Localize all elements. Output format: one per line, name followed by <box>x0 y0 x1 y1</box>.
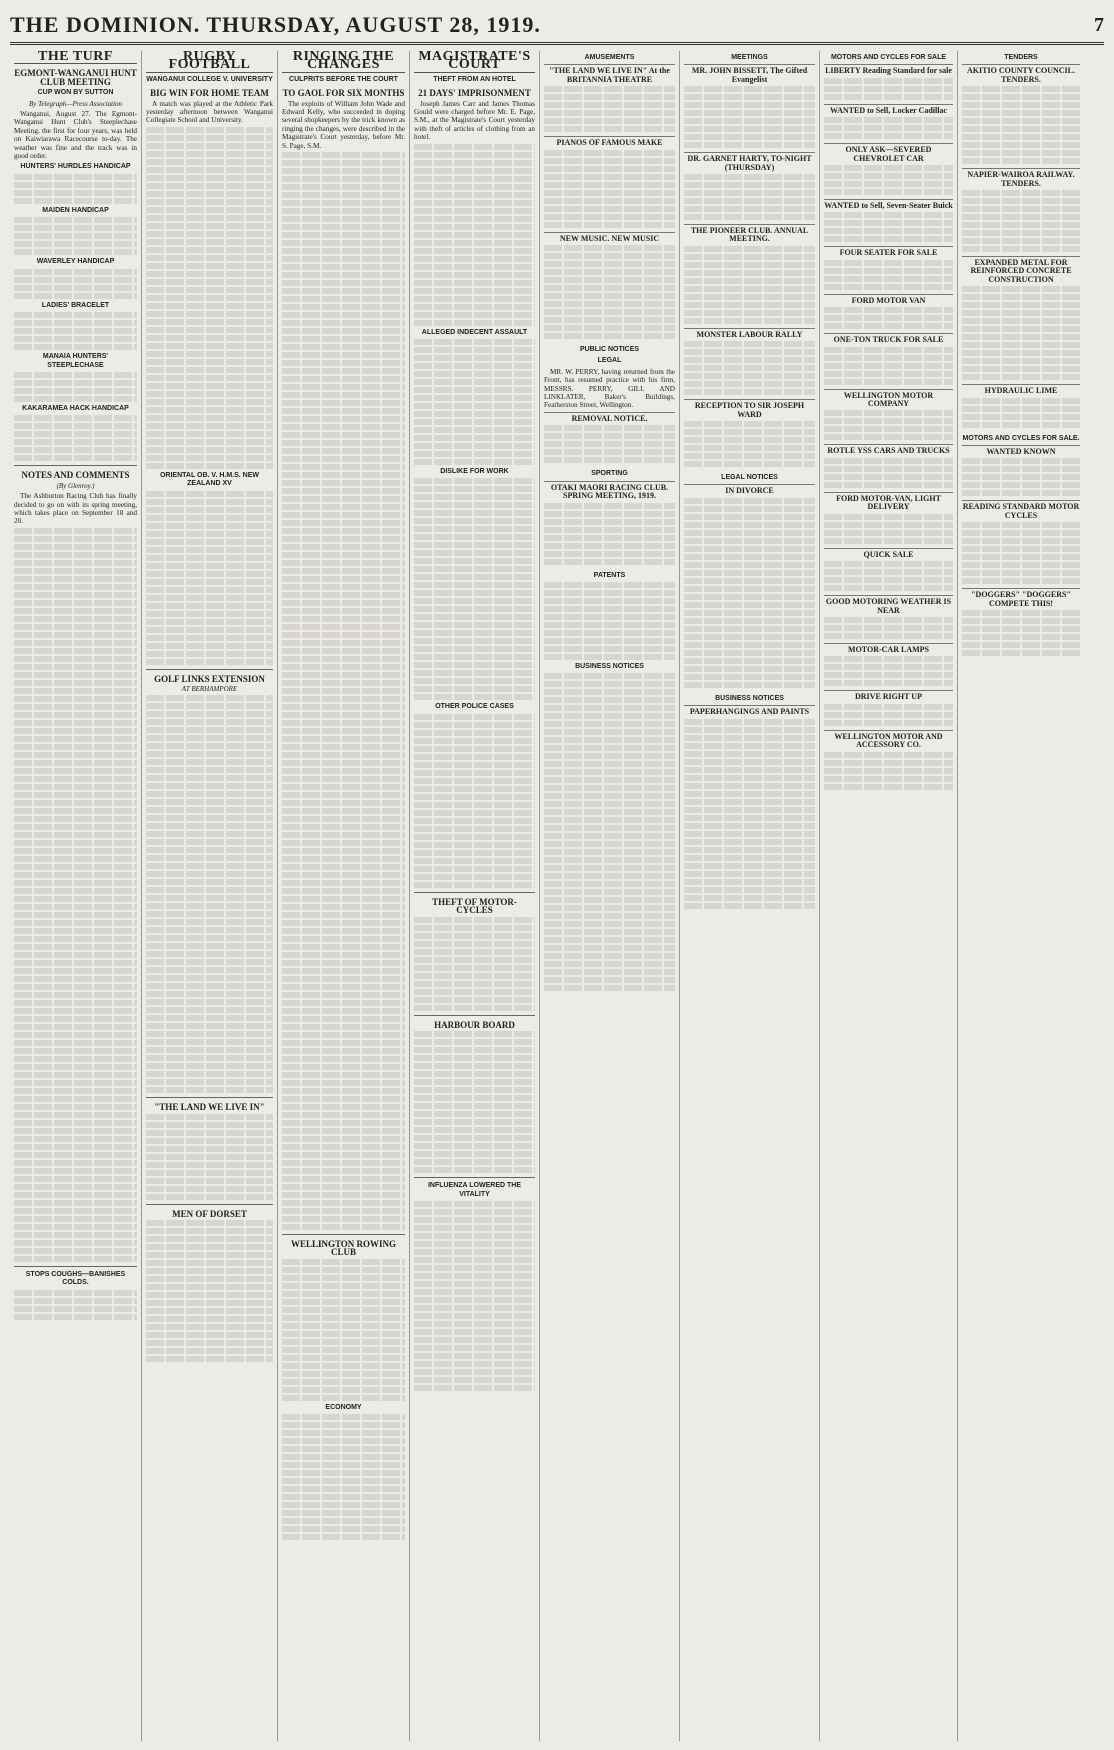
ad-land: "THE LAND WE LIVE IN" At the BRITANNIA THEATRE <box>544 64 675 136</box>
columns <box>10 51 1104 1741</box>
motors-heading: MOTORS AND CYCLES FOR SALE <box>830 54 947 61</box>
ad-music: NEW MUSIC. NEW MUSIC <box>544 232 675 343</box>
motor-ad-6: FORD MOTOR VAN <box>824 294 953 333</box>
rugby-oriental: ORIENTAL OB. V. H.M.S. NEW ZEALAND XV <box>159 471 260 488</box>
column-meetings <box>680 51 820 1741</box>
legal-notices-heading: LEGAL NOTICES <box>721 474 778 482</box>
race-2: MAIDEN HANDICAP <box>42 206 109 214</box>
motor-ad-13: MOTOR-CAR LAMPS <box>824 643 953 690</box>
ad-pianos: PIANOS OF FAMOUS MAKE <box>544 136 675 231</box>
assault-heading: ALLEGED INDECENT ASSAULT <box>421 328 528 336</box>
motor-ad-2: WANTED to Sell, Locker Cadillac <box>824 104 953 143</box>
reading-standard: READING STANDARD MOTOR CYCLES <box>962 500 1080 588</box>
court-para1: Joseph James Carr and James Thomas Gould were charged before Mr. E. Page, S.M., at the Magistrate's Court yesterday with theft of articles of clothing from an hotel. <box>414 99 535 142</box>
golf-sub: AT BERHAMPORE <box>181 685 238 694</box>
rugby-sub2: BIG WIN FOR HOME TEAM <box>150 88 269 99</box>
race-3: WAVERLEY HANDICAP <box>36 258 115 266</box>
dorset-heading: MEN OF DORSET <box>172 1208 247 1219</box>
public-notices-heading: PUBLIC NOTICES <box>579 346 640 354</box>
motor-ad-4: WANTED to Sell, Seven-Seater Buick <box>824 199 953 246</box>
wanted-known: WANTED KNOWN <box>962 445 1080 500</box>
rugby-heading: RUGBY FOOTBALL <box>146 53 273 73</box>
turf-sub1: EGMONT-WANGANUI HUNT CLUB MEETING <box>14 68 137 87</box>
ringing-heading: RINGING THE CHANGES <box>282 53 405 73</box>
race-5: MANAIA HUNTERS' STEEPLECHASE <box>42 353 109 369</box>
turf-byline: By Telegraph—Press Association <box>28 99 123 108</box>
turf-para1: Wanganui, August 27. The Egmont-Wanganui Hunt Club's Steeplechase Meeting, the first for four years, was held on Kaiwiarawa Racecourse to-day. The weather was fine and the track was in good order. <box>14 110 137 161</box>
turf-sub2: CUP WON BY SUTTON <box>37 89 114 97</box>
court-heading: MAGISTRATE'S COURT <box>414 53 535 73</box>
column-turf <box>10 51 142 1741</box>
business-notices-heading-2: BUSINESS NOTICES <box>715 694 784 702</box>
motor-ad-12: GOOD MOTORING WEATHER IS NEAR <box>824 595 953 643</box>
motor-ad-8: WELLINGTON MOTOR COMPANY <box>824 389 953 445</box>
rowing-heading: WELLINGTON ROWING CLUB <box>290 1239 397 1258</box>
meetings-heading: MEETINGS <box>731 54 768 61</box>
meeting-pioneer: THE PIONEER CLUB. ANNUAL MEETING. <box>684 224 815 328</box>
legal-perry: MR. W. PERRY, having returned from the Front, has resumed practice with his firm, MESSRS. PERRY, GILL AND LINKLATER, Baker's Buildings, Featherston Street, Wellington. <box>544 367 675 410</box>
notes-para: The Ashburton Racing Club has finally decided to go on with its spring meeting, which takes place on September 18 and 20. <box>14 492 137 526</box>
paperhangings: PAPERHANGINGS AND PAINTS <box>684 705 815 912</box>
column-tenders <box>958 51 1084 1741</box>
motor-ad-11: QUICK SALE <box>824 548 953 595</box>
page-number: 7 <box>1094 13 1104 36</box>
business-notices-heading: BUSINESS NOTICES <box>575 662 644 670</box>
motor-ad-7: ONE-TON TRUCK FOR SALE <box>824 333 953 388</box>
otaki-racing: OTAKI MAORI RACING CLUB. SPRING MEETING, 1919. <box>544 481 675 569</box>
column-rugby <box>142 51 278 1741</box>
race-6: KAKARAMEA HACK HANDICAP <box>22 404 129 412</box>
motorcycle-theft-heading: THEFT OF MOTOR-CYCLES <box>432 896 517 916</box>
column-motors <box>820 51 958 1741</box>
rugby-sub1: WANGANUI COLLEGE V. UNIVERSITY <box>146 75 273 83</box>
motors-sale-heading: MOTORS AND CYCLES FOR SALE. <box>962 434 1080 442</box>
court-sub1: THEFT FROM AN HOTEL <box>433 75 516 83</box>
tender-lime: HYDRAULIC LIME <box>962 384 1080 431</box>
ringing-sub2: TO GAOL FOR SIX MONTHS <box>282 88 405 99</box>
doggers-ad: "DOGGERS" "DOGGERS" COMPETE THIS! <box>962 588 1080 660</box>
turf-heading: THE TURF <box>14 53 137 64</box>
court-sub2: 21 DAYS' IMPRISONMENT <box>418 88 531 99</box>
motor-ad-14: DRIVE RIGHT UP <box>824 690 953 729</box>
column-amusements <box>540 51 680 1741</box>
newspaper-title: THE DOMINION. THURSDAY, AUGUST 28, 1919. <box>10 12 541 37</box>
meeting-ward: RECEPTION TO SIR JOSEPH WARD <box>684 399 815 471</box>
motor-footer: WELLINGTON MOTOR AND ACCESSORY CO. <box>824 730 953 794</box>
motor-ad-1: LIBERTY Reading Standard for sale <box>824 64 953 103</box>
motor-ad-10: FORD MOTOR-VAN, LIGHT DELIVERY <box>824 492 953 548</box>
motor-ad-9: ROTLE YSS CARS AND TRUCKS <box>824 444 953 491</box>
motor-ad-5: FOUR SEATER FOR SALE <box>824 246 953 293</box>
dislike-heading: DISLIKE FOR WORK <box>440 468 509 476</box>
meeting-labour: MONSTER LABOUR RALLY <box>684 328 815 399</box>
amusements-heading: AMUSEMENTS <box>584 54 635 61</box>
race-4: LADIES' BRACELET <box>41 301 110 309</box>
legal-heading: LEGAL <box>597 357 622 365</box>
notes-heading: NOTES AND COMMENTS <box>21 470 130 481</box>
column-court <box>410 51 540 1741</box>
influenza-heading: INFLUENZA LOWERED THE VITALITY <box>427 1182 522 1198</box>
motor-ad-3: ONLY ASK—SEVERED CHEVROLET CAR <box>824 143 953 199</box>
turf-advert: STOPS COUGHS—BANISHES COLDS. <box>25 1270 126 1287</box>
masthead <box>10 8 1104 45</box>
harbour-heading: HARBOUR BOARD <box>434 1019 515 1030</box>
rugby-para1: A match was played at the Athletic Park yesterday afternoon between Wanganui Collegiate School and University. <box>146 99 273 125</box>
tenders-heading: TENDERS <box>1004 54 1038 61</box>
police-heading: OTHER POLICE CASES <box>435 703 514 711</box>
divorce-notice: IN DIVORCE <box>684 484 815 691</box>
tender-expanded: EXPANDED METAL FOR REINFORCED CONCRETE CONSTRUCTION <box>962 256 1080 384</box>
ringing-sub1: CULPRITS BEFORE THE COURT <box>289 75 398 83</box>
economy-heading: ECONOMY <box>325 1403 362 1411</box>
sporting-heading: SPORTING <box>591 470 628 478</box>
patents-heading: PATENTS <box>593 571 626 579</box>
land-heading: "THE LAND WE LIVE IN" <box>154 1102 265 1113</box>
meeting-bissett: MR. JOHN BISSETT, The Gifted Evangelist <box>684 64 815 152</box>
notes-byline: (By Glenroy.) <box>56 481 95 490</box>
race-1: HUNTERS' HURDLES HANDICAP <box>20 163 131 171</box>
meeting-harty: DR. GARNET HARTY, TO-NIGHT (THURSDAY) <box>684 152 815 224</box>
column-ringing <box>278 51 410 1741</box>
tender-napier: NAPIER-WAIROA RAILWAY. TENDERS. <box>962 168 1080 256</box>
ringing-para1: The exploits of William John Wade and Edward Kelly, who succeeded in doping several shopkeepers by the trick known as ringing the changes, were described in the Magistrate's Court yesterday, before Mr. S. Page, S.M. <box>282 99 405 150</box>
removal-notice: REMOVAL NOTICE. <box>544 412 675 467</box>
tender-akitio: AKITIO COUNTY COUNCIL. TENDERS. <box>962 64 1080 168</box>
golf-heading: GOLF LINKS EXTENSION <box>154 673 265 684</box>
